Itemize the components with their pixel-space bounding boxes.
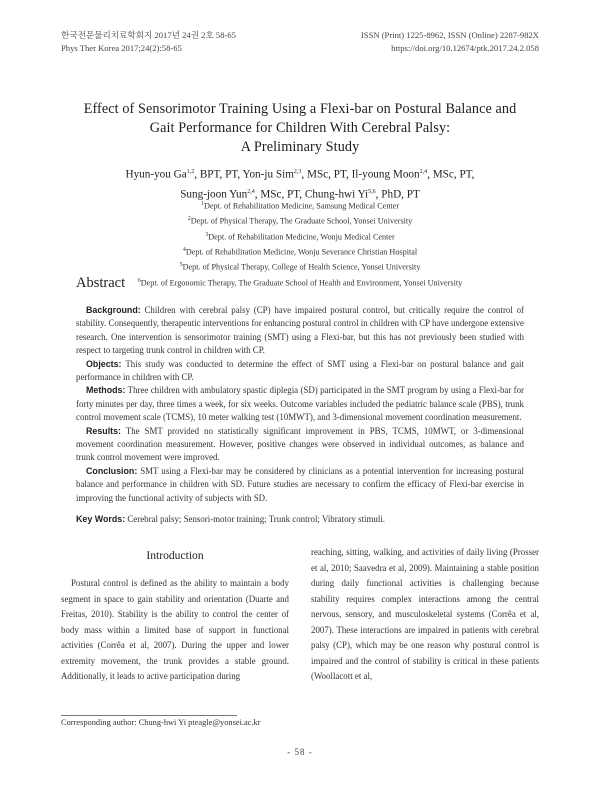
author-name: Il-young Moon — [351, 168, 420, 181]
keywords-text: Cerebral palsy; Sensori-motor training; Trunk control; Vibratory stimuli. — [125, 514, 386, 524]
author-sup: 2,4 — [419, 169, 428, 175]
objects-label: Objects: — [86, 358, 122, 369]
abstract-background — [76, 304, 524, 358]
affiliation-item — [40, 229, 560, 244]
affiliation-sup: 2 — [187, 216, 191, 223]
left-column — [61, 576, 289, 685]
intro-paragraph-right: reaching, sitting, walking, and activities of daily living (Prosser et al, 2010; Saavedra et al, 2009). Maintaining a stable position during daily functional activities is challenging because stability requires complex interactions among the central nervous, sensory, and musculoskeletal systems (Corrêa et al, 2007). These interactions are impaired in patients with cerebral palsy (CP), which may be one reason why postural control is impaired and the control of stability is critical in these patients (Woollacott et al, — [311, 547, 539, 681]
affiliation-item — [40, 259, 560, 274]
author-sup: 2,4 — [247, 188, 255, 195]
author-degree: , BPT, PT, — [194, 168, 243, 181]
affiliation-sup: 4 — [182, 246, 186, 253]
author-name: Yon-ju Sim — [242, 168, 294, 181]
affiliation-text: Dept. of Rehabilitation Medicine, Wonju Medical Center — [208, 232, 395, 242]
abstract-objects — [76, 358, 524, 385]
author-name: Hyun-you Ga — [125, 168, 187, 181]
affiliation-item — [40, 213, 560, 228]
right-column — [311, 545, 539, 685]
abstract-body — [76, 304, 524, 505]
abstract-methods — [76, 384, 524, 424]
methods-text: Three children with ambulatory spastic diplegia (SD) participated in the SMT program by using a Flexi-bar for forty minutes per day, three times a week, for six weeks. Outcome variables included the pediatric balance scale (PBS), trunk control movement scale (TCMS), 10 meter walking test (10MWT), and 3-dimensional movement coordination measurement. — [76, 385, 524, 423]
affiliation-text: Dept. of Physical Therapy, College of Health Science, Yonsei University — [182, 263, 421, 273]
title-line-1: Effect of Sensorimotor Training Using a Flexi-bar on Postural Balance and — [83, 101, 517, 117]
affiliation-sup: 1 — [200, 201, 204, 207]
author-degree: , MSc, PT, — [301, 168, 352, 181]
affiliation-item — [40, 198, 560, 213]
affiliation-text: Dept. of Ergonomic Therapy, The Graduate School of Health and Environment, Yonsei University — [140, 278, 463, 288]
introduction-heading: Introduction — [146, 549, 204, 562]
results-label: Results: — [86, 425, 122, 436]
affiliation-sup: 3 — [205, 231, 209, 238]
affiliation-text: Dept. of Physical Therapy, The Graduate School, Yonsei University — [190, 217, 413, 227]
footnote-rule — [61, 715, 237, 716]
intro-paragraph-left: Postural control is defined as the ability to maintain a body segment in space to gain stability and orientation (Duarte and Freitas, 2010). Stability is the ability to control the center of body mass within a limited base of support in functional activities (Corrêa et al, 2007). During the upper and lower extremity movement, the trunk provides a stable ground. Additionally, it leads to active participation during — [61, 578, 289, 681]
title-line-2: Gait Performance for Children With Cerebral Palsy: — [149, 120, 451, 136]
conclusion-text: SMT using a Flexi-bar may be considered by clinicians as a potential intervention for increasing postural balance and performance in children with SD. Future studies are necessary to confirm the efficacy of Flexi-bar exercise in improving the functional activity of subjects with SD. — [76, 465, 524, 503]
objects-text: This study was conducted to determine the effect of SMT using a Flexi-bar on postural balance and gait performance in children with CP. — [76, 358, 524, 383]
abstract-heading: Abstract — [76, 275, 126, 291]
methods-label: Methods: — [86, 385, 126, 396]
author-sup: 1,2 — [186, 169, 195, 175]
affiliation-text: Dept. of Rehabilitation Medicine, Wonju Severance Christian Hospital — [185, 247, 418, 257]
author-degree: , MSc, PT, — [427, 168, 475, 181]
keywords — [76, 514, 524, 524]
author-degree: , MSc, PT, — [254, 188, 305, 201]
journal-citation: Phys Ther Korea 2017;24(2):58-65 — [61, 43, 182, 53]
author-name: Sung-joon Yun — [180, 188, 248, 201]
affiliation-item — [40, 244, 560, 259]
journal-header-right — [361, 29, 539, 55]
background-text: Children with cerebral palsy (CP) have impaired postural control, but critically require the control of stability. Consequently, therapeutic interventions for enhancing postural control in children with CP have undergone extensive research. One intervention is sensorimotor training (SMT) using a Flexi-bar, but this has not previously been studied with respect to targeting trunk control in children with CP. — [76, 305, 524, 356]
abstract-conclusion — [76, 465, 524, 505]
keywords-label: Key Words: — [76, 514, 126, 524]
paper-title — [40, 100, 560, 157]
journal-header-left — [61, 29, 236, 55]
background-label: Background: — [86, 305, 141, 315]
author-name: Chung-hwi Yi — [304, 188, 369, 201]
affiliation-sup: 5 — [179, 262, 183, 269]
title-line-3: A Preliminary Study — [240, 139, 360, 155]
affiliation-text: Dept. of Rehabilitation Medicine, Samsung Medical Center — [203, 201, 400, 211]
author-sup: 5,6 — [368, 188, 376, 195]
author-sup: 2,3 — [293, 169, 302, 175]
author-degree: , PhD, PT — [375, 188, 420, 201]
results-text: The SMT provided no statistically significant improvement in PBS, TCMS, 10MWT, or 3-dimensional movement coordination measurement. However, positive changes were observed in individual outcomes, as balance and trunk control movement were improved. — [76, 425, 524, 463]
author-line-1 — [40, 164, 560, 184]
issn-line: ISSN (Print) 1225-8962, ISSN (Online) 2287-982X — [360, 30, 539, 40]
conclusion-label: Conclusion: — [86, 465, 138, 476]
journal-name-korean: 한국전문물리치료학회지 2017년 24권 2호 58-65 — [61, 30, 236, 40]
corresponding-author-footnote: Corresponding author: Chung-hwi Yi pteagle@yonsei.ac.kr — [61, 718, 261, 727]
affiliation-sup: 6 — [137, 277, 141, 284]
abstract-results — [76, 425, 524, 465]
page-number: - 58 - — [287, 747, 313, 757]
doi-line[interactable]: https://doi.org/10.12674/ptk.2017.24.2.058 — [391, 43, 539, 53]
